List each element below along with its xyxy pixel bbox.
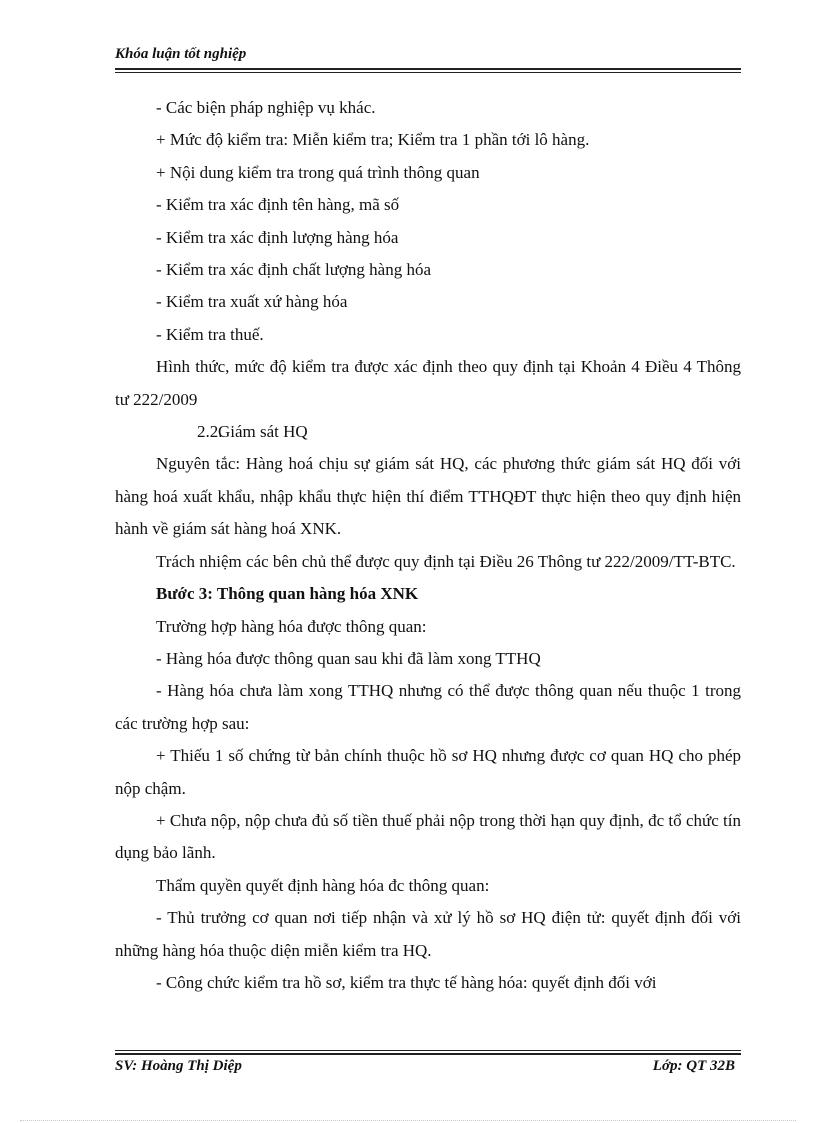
paragraph: Hình thức, mức độ kiểm tra được xác định theo quy định tại Khoản 4 Điều 4 Thông tư 222/2009	[115, 357, 741, 409]
header-rule	[115, 68, 741, 70]
paragraph: - Kiểm tra thuế.	[156, 324, 264, 344]
footer-class: Lớp: QT 32B	[652, 1058, 735, 1074]
section-title: Giám sát HQ	[218, 422, 308, 442]
paragraph: - Kiểm tra xác định lượng hàng hóa	[156, 227, 399, 247]
document-body	[115, 92, 741, 999]
paragraph: Trách nhiệm các bên chủ thể được quy định tại Điều 26 Thông tư 222/2009/TT-BTC.	[156, 551, 736, 571]
paragraph: - Công chức kiểm tra hồ sơ, kiểm tra thực tế hàng hóa: quyết định đối với	[156, 972, 657, 992]
paragraph: + Thiếu 1 số chứng từ bản chính thuộc hồ sơ HQ nhưng được cơ quan HQ cho phép nộp chậm.	[115, 746, 741, 798]
page-edge	[20, 1120, 796, 1121]
section-heading	[115, 416, 741, 448]
step-heading: Bước 3: Thông quan hàng hóa XNK	[156, 584, 419, 604]
footer-rule-thin	[115, 1050, 741, 1051]
paragraph: + Nội dung kiểm tra trong quá trình thông quan	[156, 162, 480, 182]
paragraph: + Mức độ kiểm tra: Miễn kiểm tra; Kiểm tra 1 phần tới lô hàng.	[156, 130, 590, 150]
paragraph: - Thủ trưởng cơ quan nơi tiếp nhận và xử lý hồ sơ HQ điện tử: quyết định đối với những hàng hóa thuộc diện miễn kiểm tra HQ.	[115, 908, 741, 960]
section-number: 2.2.	[197, 422, 223, 442]
paragraph: Nguyên tắc: Hàng hoá chịu sự giám sát HQ, các phương thức giám sát HQ đối với hàng hoá xuất khẩu, nhập khẩu thực hiện thí điểm TTHQĐT thực hiện theo quy định hiện hành về giám sát hàng hoá XNK.	[115, 454, 741, 539]
page-header-title: Khóa luận tốt nghiệp	[115, 46, 247, 62]
paragraph: - Hàng hóa chưa làm xong TTHQ nhưng có thể được thông quan nếu thuộc 1 trong các trường hợp sau:	[115, 681, 741, 733]
footer-student: SV: Hoàng Thị Diệp	[115, 1058, 242, 1074]
paragraph: + Chưa nộp, nộp chưa đủ số tiền thuế phải nộp trong thời hạn quy định, đc tổ chức tín dụng bảo lãnh.	[115, 810, 741, 863]
header-rule-thin	[115, 72, 741, 73]
paragraph: - Kiểm tra xác định chất lượng hàng hóa	[156, 260, 432, 280]
paragraph: - Các biện pháp nghiệp vụ khác.	[156, 98, 376, 117]
paragraph: Trường hợp hàng hóa được thông quan:	[156, 616, 427, 636]
paragraph: - Kiểm tra xuất xứ hàng hóa	[156, 292, 348, 312]
paragraph: - Kiểm tra xác định tên hàng, mã số	[156, 195, 400, 215]
paragraph: - Hàng hóa được thông quan sau khi đã làm xong TTHQ	[156, 648, 541, 668]
paragraph: Thẩm quyền quyết định hàng hóa đc thông quan:	[156, 875, 490, 895]
footer-rule	[115, 1053, 741, 1055]
